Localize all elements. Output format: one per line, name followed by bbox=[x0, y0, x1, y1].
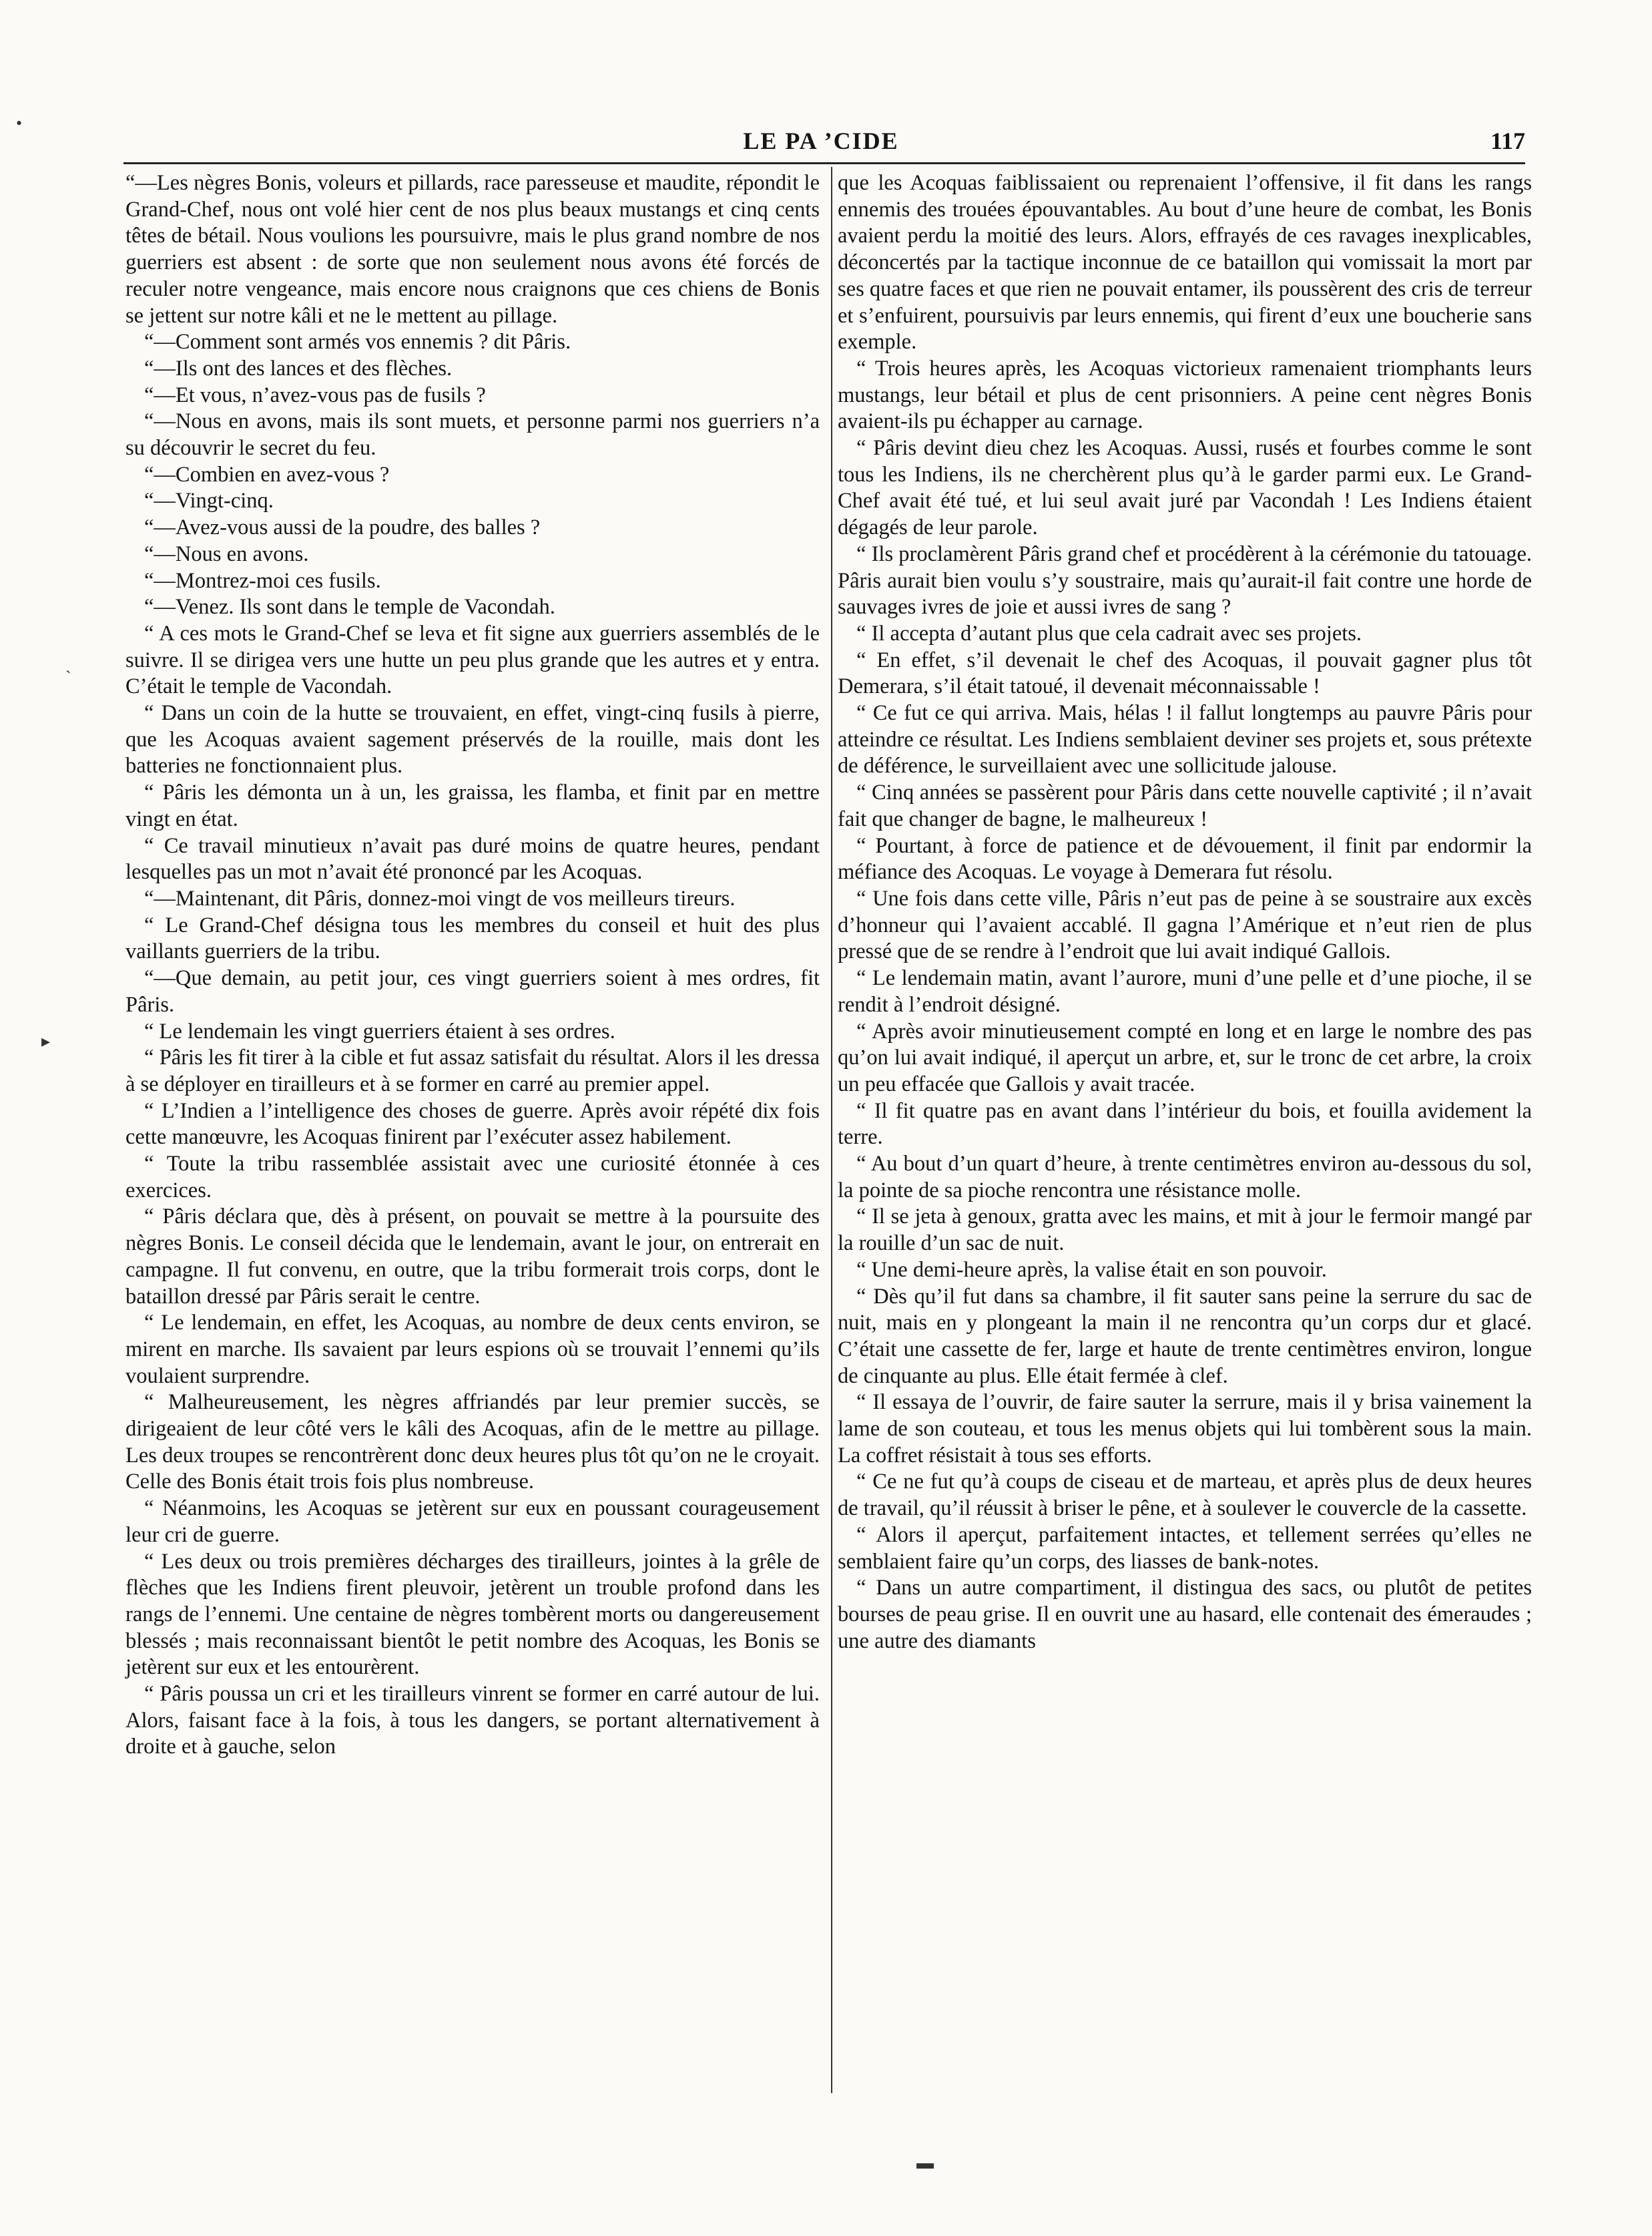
paragraph: que les Acoquas faiblissaient ou reprenaient l’offensive, il fit dans les rangs ennemis des trouées épouvantables. Au bout d’une heure de combat, les Bonis avaient perdu la moitié des leurs. Alors, effrayés de ces ravages inexplicables, déconcertés par la tactique inconnue de ce bataillon qui vomissait la mort par ses quatre faces et que rien ne pouvait entamer, ils poussèrent des cris de terreur et s’enfuirent, poursuivis par leurs ennemis, qui firent d’eux une boucherie sans exemple. bbox=[838, 171, 1532, 355]
paragraph: “ Pâris devint dieu chez les Acoquas. Aussi, rusés et fourbes comme le sont tous les Indiens, ils ne cherchèrent plus qu’à le garder parmi eux. Le Grand-Chef avait été tué, et lui seul avait juré par Vacondah ! Les Indiens étaient dégagés de leur parole. bbox=[838, 436, 1532, 540]
paragraph: “ Le lendemain, en effet, les Acoquas, au nombre de deux cents environ, se mirent en marche. Ils savaient par leurs espions où se trouvait l’ennemi qu’ils voulaient surprendre. bbox=[125, 1311, 820, 1388]
paragraph: “ Il essaya de l’ouvrir, de faire sauter la serrure, mais il y brisa vainement la lame de son couteau, et tous les menus objets qui lui tombèrent sous la main. La coffret résistait à tous ses efforts. bbox=[838, 1390, 1532, 1468]
paragraph: “ Pâris les démonta un à un, les graissa, les flamba, et finit par en mettre vingt en état. bbox=[125, 780, 820, 831]
margin-tick: ` bbox=[65, 668, 71, 687]
paragraph: “ Dans un autre compartiment, il distingua des sacs, ou plutôt de petites bourses de peau grise. Il en ouvrit une au hasard, elle contenait des émeraudes ; une autre des diamants bbox=[838, 1576, 1532, 1653]
paragraph: “—Montrez-moi ces fusils. bbox=[144, 568, 381, 593]
paragraph: “—Combien en avez-vous ? bbox=[144, 462, 390, 487]
paragraph: “—Ils ont des lances et des flèches. bbox=[144, 356, 453, 381]
paragraph: “—Comment sont armés vos ennemis ? dit Pâris. bbox=[144, 330, 571, 355]
paragraph: “ Toute la tribu rassemblée assistait avec une curiosité étonnée à ces exercices. bbox=[125, 1152, 820, 1202]
paragraph: “—Nous en avons. bbox=[144, 541, 309, 566]
paragraph: “ Ce fut ce qui arriva. Mais, hélas ! il fallut longtemps au pauvre Pâris pour atteindre ce résultat. Les Indiens semblaient deviner ses projets et, sous prétexte de déférence, le surveillaient avec une sollicitude jalouse. bbox=[838, 701, 1532, 778]
footer-dot: ▬ bbox=[916, 2153, 934, 2173]
paragraph: “ Il accepta d’autant plus que cela cadrait avec ses projets. bbox=[856, 621, 1362, 646]
running-title: LE PA ’CIDE bbox=[743, 128, 899, 154]
paragraph: “ Les deux ou trois premières décharges des tirailleurs, jointes à la grêle de flèches que les Indiens firent pleuvoir, jetèrent un trouble profond dans les rangs de l’ennemi. Une centaine de nègres tombèrent morts ou dangereusement blessés ; mais reconnaissant bientôt le petit nombre des Acoquas, les Bonis se jetèrent sur eux et les entourèrent. bbox=[125, 1549, 820, 1680]
paragraph: “ Trois heures après, les Acoquas victorieux ramenaient triomphants leurs mustangs, leur bétail et plus de cent prisonniers. A peine cent nègres Bonis avaient-ils pu échapper au carnage. bbox=[838, 356, 1532, 434]
left-column bbox=[125, 170, 820, 1761]
paragraph: “—Maintenant, dit Pâris, donnez-moi vingt de vos meilleurs tireurs. bbox=[144, 886, 736, 911]
paragraph: “ Alors il aperçut, parfaitement intactes, et tellement serrées qu’elles ne semblaient faire qu’un corps, des liasses de bank-notes. bbox=[838, 1522, 1532, 1574]
paragraph: “ Au bout d’un quart d’heure, à trente centimètres environ au-dessous du sol, la pointe de sa pioche rencontra une résistance molle. bbox=[838, 1152, 1532, 1202]
paragraph: “—Vingt-cinq. bbox=[144, 489, 274, 513]
paragraph: “ Le Grand-Chef désigna tous les membres du conseil et huit des plus vaillants guerriers de la tribu. bbox=[125, 913, 820, 964]
paragraph: “—Avez-vous aussi de la poudre, des balles ? bbox=[144, 515, 541, 540]
paragraph: “ Dès qu’il fut dans sa chambre, il fit sauter sans peine la serrure du sac de nuit, mais en y plongeant la main il ne rencontra qu’un corps dur et glacé. C’était une cassette de fer, large et haute de trente centimètres environ, longue de cinquante au plus. Elle était fermée à clef. bbox=[838, 1284, 1532, 1388]
paragraph: “—Les nègres Bonis, voleurs et pillards, race paresseuse et maudite, répondit le Grand-Chef, nous ont volé hier cent de nos plus beaux mustangs et cinq cents têtes de bétail. Nous voulions les poursuivre, mais le plus grand nombre de nos guerriers est absent : de sorte que non seulement nous avons été forcés de reculer notre vengeance, mais encore nous craignons que ces chiens de Bonis se jettent sur notre kâli et ne le mettent au pillage. bbox=[125, 171, 820, 328]
header-rule bbox=[123, 162, 1525, 164]
running-header bbox=[117, 127, 1525, 160]
paragraph: “ Le lendemain les vingt guerriers étaient à ses ordres. bbox=[144, 1019, 615, 1044]
paragraph: “ Le lendemain matin, avant l’aurore, muni d’une pelle et d’une pioche, il se rendit à l’endroit désigné. bbox=[838, 966, 1532, 1017]
paragraph: “ Il se jeta à genoux, gratta avec les mains, et mit à jour le fermoir mangé par la rouille d’un sac de nuit. bbox=[838, 1204, 1532, 1256]
paragraph: “ Dans un coin de la hutte se trouvaient, en effet, vingt-cinq fusils à pierre, que les Acoquas avaient sagement préservés de la rouille, mais dont les batteries ne fonctionnaient plus. bbox=[125, 701, 820, 778]
paragraph: “ Pourtant, à force de patience et de dévouement, il finit par endormir la méfiance des Acoquas. Le voyage à Demerara fut résolu. bbox=[838, 833, 1532, 885]
paragraph: “ Après avoir minutieusement compté en long et en large le nombre des pas qu’on lui avait indiqué, il aperçut un arbre, et, sur le tronc de cet arbre, la croix un peu effacée que Gallois y avait tracée. bbox=[838, 1019, 1532, 1096]
paragraph: “—Et vous, n’avez-vous pas de fusils ? bbox=[144, 383, 486, 407]
paragraph: “ Il fit quatre pas en avant dans l’intérieur du bois, et fouilla avidement la terre. bbox=[838, 1098, 1532, 1150]
margin-arrow-icon: ▸ bbox=[41, 1032, 51, 1051]
right-column bbox=[838, 170, 1532, 1654]
paragraph: “ Ce travail minutieux n’avait pas duré moins de quatre heures, pendant lesquelles pas un mot n’avait été prononcé par les Acoquas. bbox=[125, 833, 820, 885]
paragraph: “ Cinq années se passèrent pour Pâris dans cette nouvelle captivité ; il n’avait fait que changer de bagne, le malheureux ! bbox=[838, 780, 1532, 831]
paragraph: “ Ils proclamèrent Pâris grand chef et procédèrent à la cérémonie du tatouage. Pâris aurait bien voulu s’y soustraire, mais qu’aurait-il fait contre une horde de sauvages ivres de joie et aussi ivres de sang ? bbox=[838, 541, 1532, 620]
paragraph: “ En effet, s’il devenait le chef des Acoquas, il pouvait gagner plus tôt Demerara, s’il était tatoué, il devenait méconnaissable ! bbox=[838, 648, 1532, 699]
paragraph: “—Venez. Ils sont dans le temple de Vacondah. bbox=[144, 595, 555, 620]
paragraph: “ Malheureusement, les nègres affriandés par leur premier succès, se dirigeaient de leur côté vers le kâli des Acoquas, afin de le mettre au pillage. Les deux troupes se rencontrèrent donc deux heures plus tôt qu’on ne le croyait. Celle des Bonis était trois fois plus nombreuse. bbox=[125, 1390, 820, 1494]
paragraph: “ Pâris poussa un cri et les tirailleurs vinrent se former en carré autour de lui. Alors, faisant face à la fois, à tous les dangers, se portant alternativement à droite et à gauche, selon bbox=[125, 1682, 820, 1759]
paragraph: “—Nous en avons, mais ils sont muets, et personne parmi nos guerriers n’a su découvrir le secret du feu. bbox=[125, 409, 820, 461]
paragraph: “ L’Indien a l’intelligence des choses de guerre. Après avoir répété dix fois cette manœuvre, les Acoquas finirent par l’exécuter assez habilement. bbox=[125, 1098, 820, 1150]
paragraph: “ Néanmoins, les Acoquas se jetèrent sur eux en poussant courageusement leur cri de guerre. bbox=[125, 1496, 820, 1547]
paragraph: “ Une demi-heure après, la valise était en son pouvoir. bbox=[856, 1257, 1327, 1282]
paragraph: “—Que demain, au petit jour, ces vingt guerriers soient à mes ordres, fit Pâris. bbox=[125, 966, 820, 1017]
paragraph: “ Pâris déclara que, dès à présent, on pouvait se mettre à la poursuite des nègres Bonis. Le conseil décida que le lendemain, avant le jour, on entrerait en campagne. Il fut convenu, en outre, que la tribu formerait trois corps, dont le bataillon dressé par Pâris serait le centre. bbox=[125, 1204, 820, 1309]
margin-dot: • bbox=[16, 114, 23, 133]
paragraph: “ Une fois dans cette ville, Pâris n’eut pas de peine à se soustraire aux excès d’honneur qui l’avaient accablé. Il gagna l’Amérique et n’eut rien de plus pressé que de se rendre à l’endroit que lui avait indiqué Gallois. bbox=[838, 886, 1532, 964]
paragraph: “ Pâris les fit tirer à la cible et fut assaz satisfait du résultat. Alors il les dressa à se déployer en tirailleurs et à se former en carré au premier appel. bbox=[125, 1046, 820, 1096]
column-divider bbox=[831, 167, 832, 2093]
paragraph: “ Ce ne fut qu’à coups de ciseau et de marteau, et après plus de deux heures de travail, qu’il réussit à briser le pêne, et à soulever le couvercle de la cassette. bbox=[838, 1470, 1532, 1521]
paragraph: “ A ces mots le Grand-Chef se leva et fit signe aux guerriers assemblés de le suivre. Il se dirigea vers une hutte un peu plus grande que les autres et y entra. C’était le temple de Vacondah. bbox=[125, 621, 820, 699]
page-number: 117 bbox=[1490, 128, 1525, 154]
